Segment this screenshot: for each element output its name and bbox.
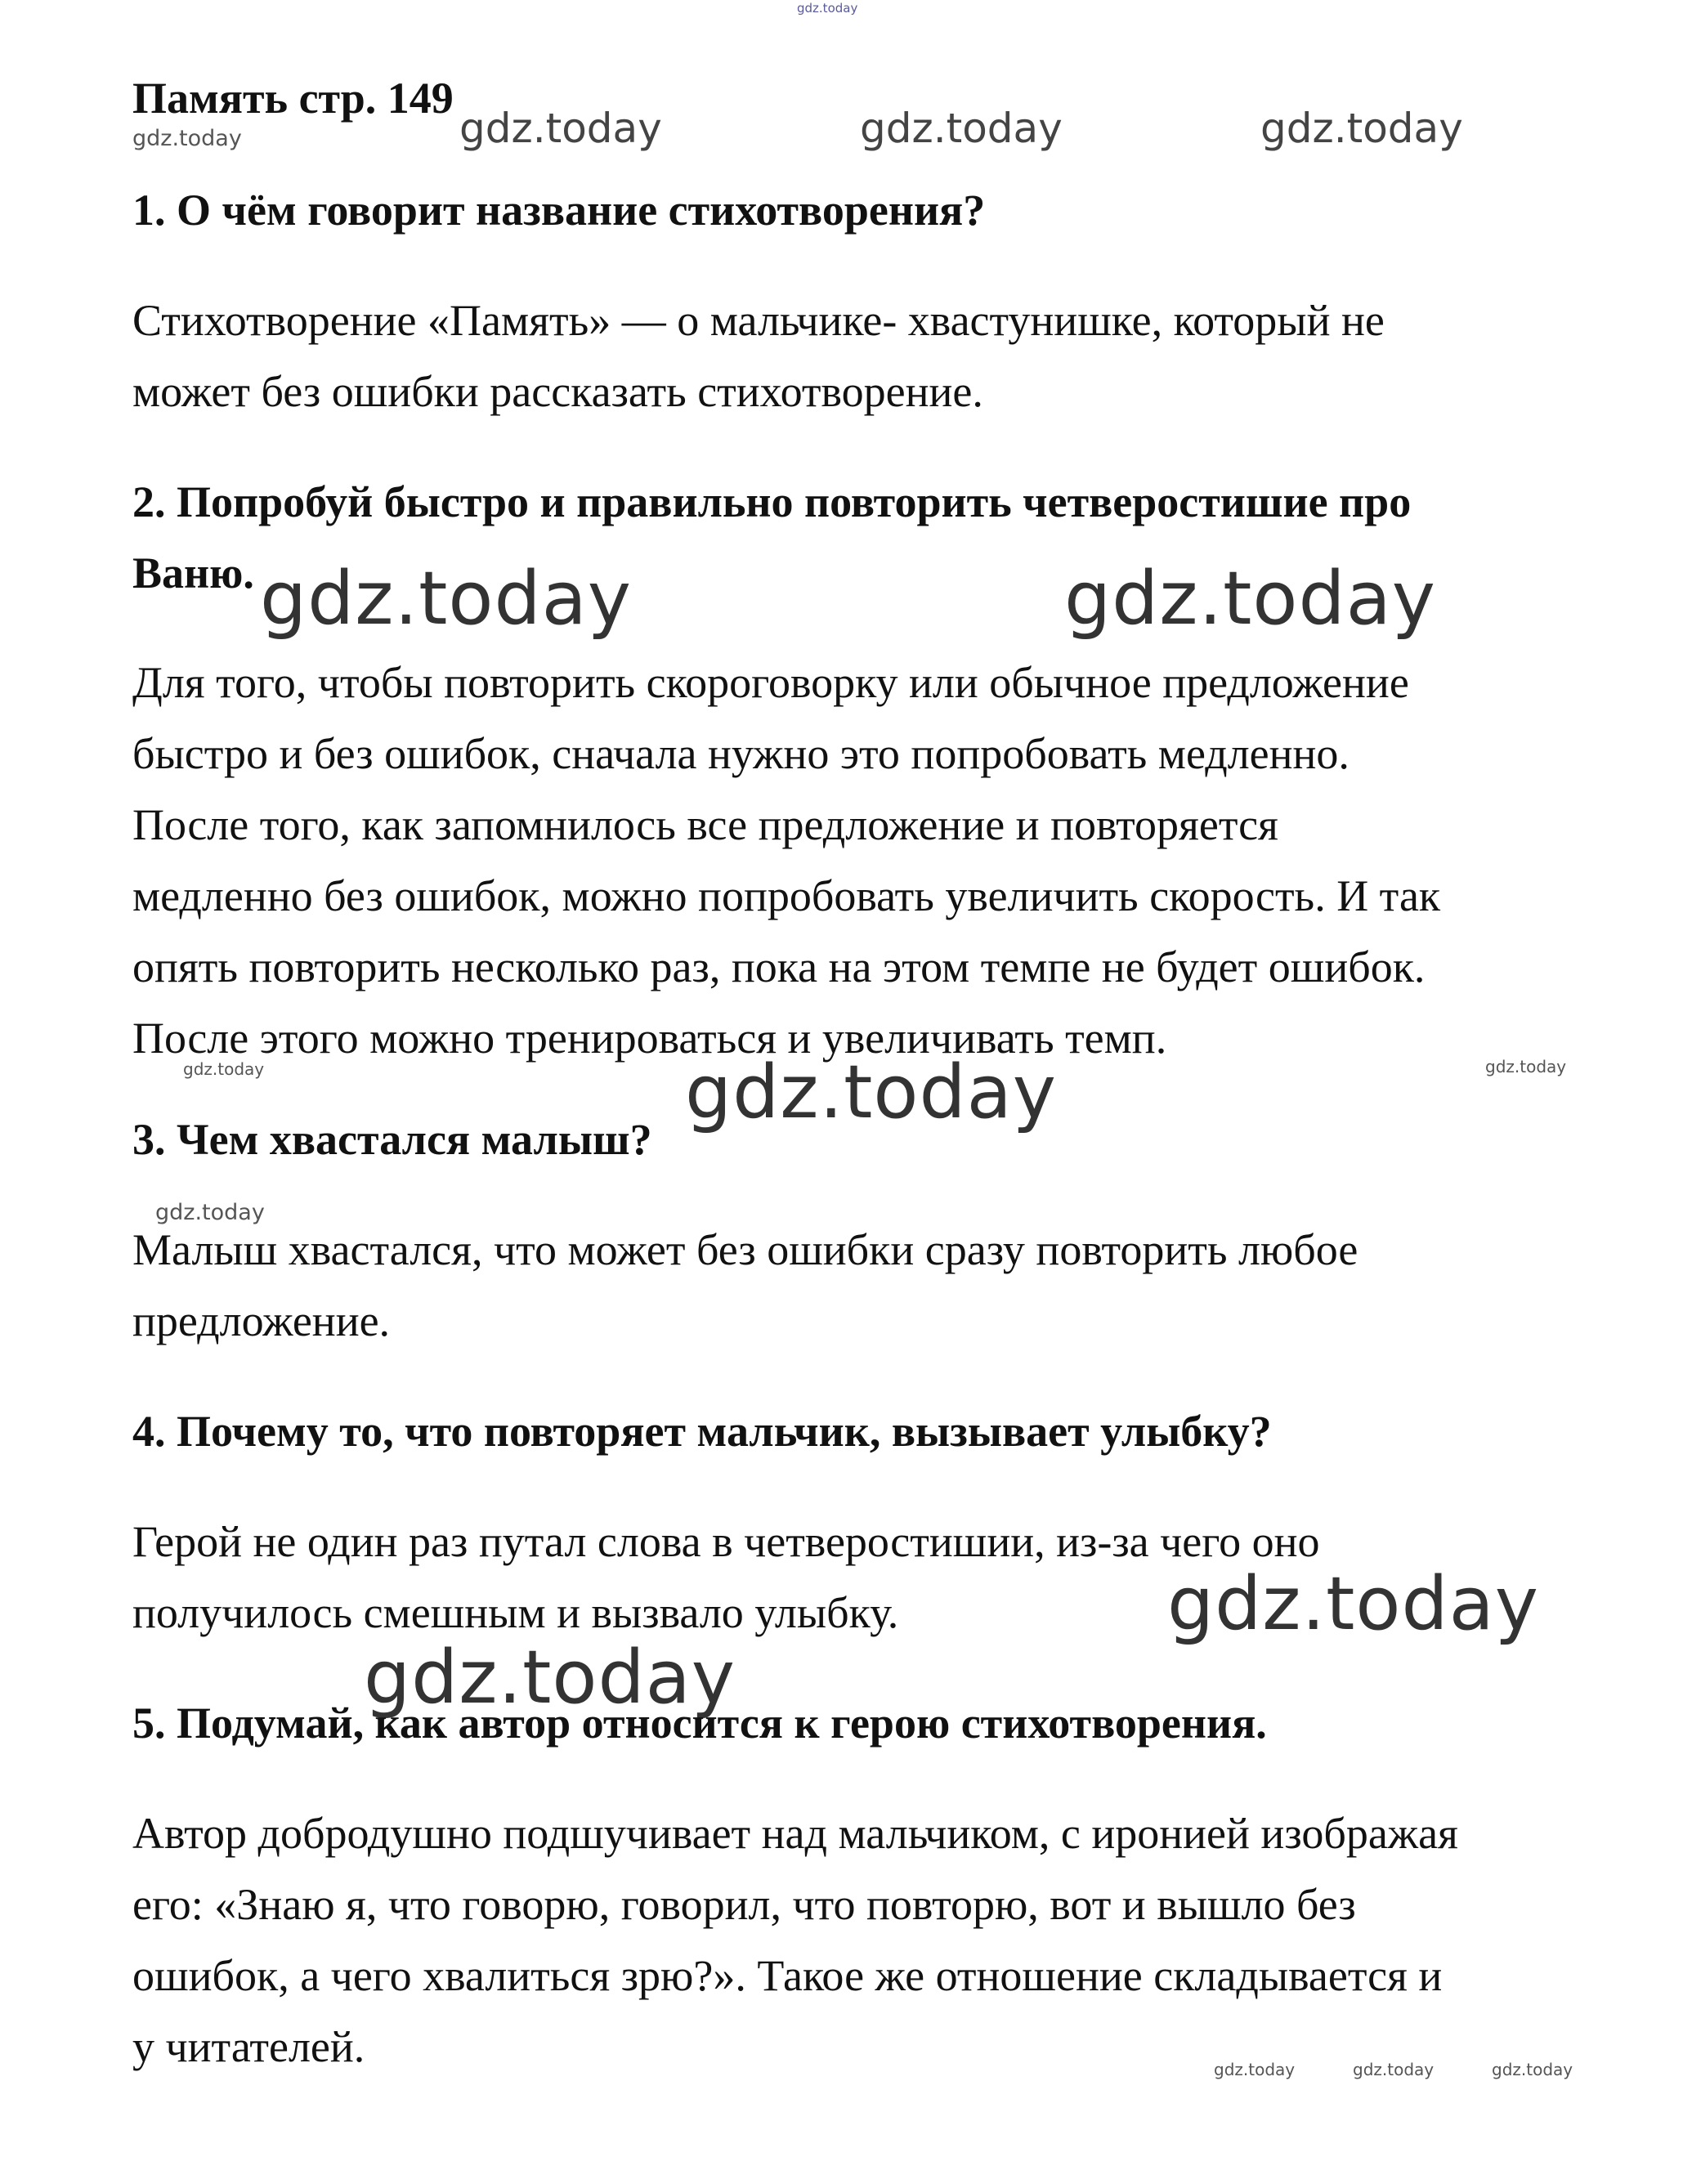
answer-line: у читателей.: [132, 2022, 365, 2071]
answer-1: [132, 285, 1604, 427]
answer-line: может без ошибки рассказать стихотворение.: [132, 367, 983, 416]
watermark: gdz.today: [132, 126, 242, 151]
question-line: 3. Чем хвастался малыш?: [132, 1115, 652, 1164]
question-2: [132, 467, 1587, 609]
answer-line: его: «Знаю я, что говорю, говорил, что повторю, вот и вышло без: [132, 1880, 1356, 1929]
watermark: gdz.today: [797, 1, 858, 16]
watermark: gdz.today: [1353, 2060, 1435, 2079]
watermark: gdz.today: [260, 556, 633, 642]
answer-line: Малыш хвастался, что может без ошибки сразу повторить любое: [132, 1225, 1358, 1274]
question-line: 4. Почему то, что повторяет мальчик, вызывает улыбку?: [132, 1407, 1272, 1456]
answer-2: [132, 647, 1604, 1074]
answer-line: медленно без ошибок, можно попробовать увеличить скорость. И так: [132, 871, 1441, 920]
answer-line: быстро и без ошибок, сначала нужно это попробовать медленно.: [132, 729, 1350, 778]
watermark: gdz.today: [685, 1049, 1058, 1135]
answer-line: Герой не один раз путал слова в четверостишии, из-за чего оно: [132, 1517, 1320, 1566]
answer-line: предложение.: [132, 1296, 391, 1345]
watermark: gdz.today: [459, 105, 662, 152]
watermark: gdz.today: [183, 1059, 265, 1079]
answer-line: ошибок, а чего хвалиться зрю?». Такое же отношение складывается и: [132, 1951, 1443, 2000]
watermark: gdz.today: [1260, 105, 1463, 152]
question-line: 2. Попробуй быстро и правильно повторить четверостишие про: [132, 477, 1412, 526]
watermark: gdz.today: [155, 1200, 265, 1225]
answer-line: Автор добродушно подшучивает над мальчиком, с иронией изображая: [132, 1809, 1458, 1858]
answer-line: Стихотворение «Память» — о мальчике- хвастунишке, который не: [132, 296, 1385, 345]
answer-line: опять повторить несколько раз, пока на этом темпе не будет ошибок.: [132, 942, 1426, 991]
question-5: [132, 1688, 1587, 1759]
watermark: gdz.today: [1485, 1057, 1567, 1076]
answer-3: [132, 1215, 1604, 1357]
page-title: Память стр. 149: [132, 74, 454, 123]
question-4: [132, 1396, 1587, 1467]
answer-line: После того, как запомнилось все предложение и повторяется: [132, 800, 1278, 849]
question-3: [132, 1104, 1587, 1175]
question-line: 5. Подумай, как автор относится к герою стихотворения.: [132, 1698, 1267, 1748]
watermark: gdz.today: [1492, 2060, 1573, 2079]
question-line: Ваню.: [132, 548, 254, 597]
question-line: 1. О чём говорит название стихотворения?: [132, 186, 986, 235]
answer-line: Для того, чтобы повторить скороговорку или обычное предложение: [132, 658, 1409, 707]
answer-5: [132, 1798, 1604, 2083]
answer-line: получилось смешным и вызвало улыбку.: [132, 1588, 899, 1637]
watermark: gdz.today: [860, 105, 1063, 152]
answer-line: После этого можно тренироваться и увеличивать темп.: [132, 1014, 1167, 1063]
watermark: gdz.today: [364, 1635, 736, 1721]
answer-4: [132, 1506, 1604, 1649]
watermark: gdz.today: [1167, 1561, 1540, 1647]
watermark: gdz.today: [1064, 556, 1437, 642]
watermark: gdz.today: [1214, 2060, 1296, 2079]
question-1: [132, 175, 1587, 246]
